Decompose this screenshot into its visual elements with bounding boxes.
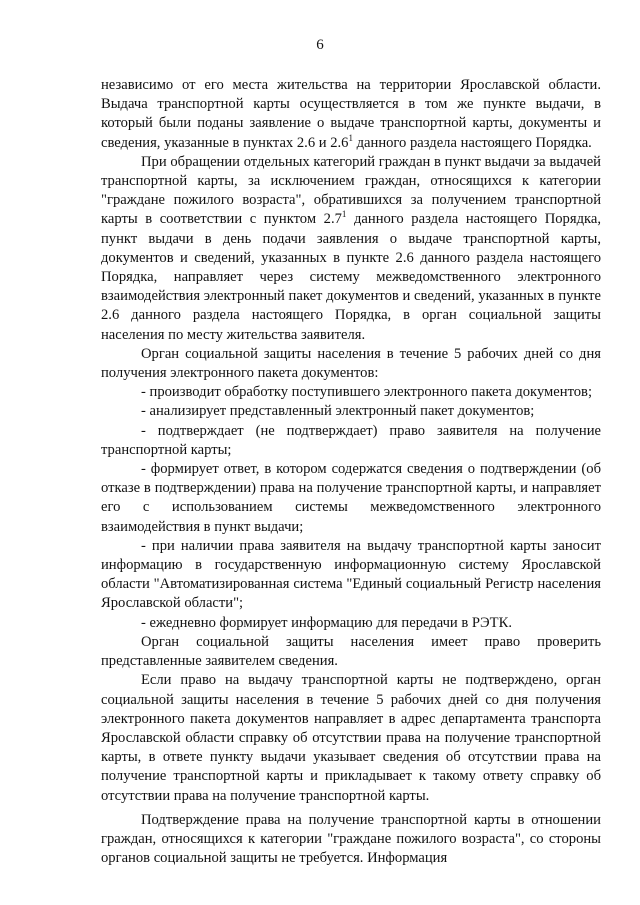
document-body: [101, 76, 601, 868]
paragraph-right-not-confirmed: Если право на выдачу транспортной карты не подтверждено, орган социальной защиты населения в течение 5 рабочих дней со дня получения электронного пакета документов направляет в адрес департамента транспорта Ярославской области справку об отсутствии права на получение транспортной карты, в ответе пункту выдачи указывает сведения об отсутствии права на получение транспортной карты и прикладывает к такому ответу справку об отсутствии права на получение транспортной карты.: [101, 672, 601, 804]
paragraph-tail: данного раздела настоящего Порядка, пункт выдачи в день подачи заявления о выдаче транспортной карты, документов и сведений, указанных в пункте 2.6 данного раздела настоящего Порядка, направляет через систему межведомственного электронного взаимодействия электронный пакет документов и сведений, указанных в пункте 2.6 данного раздела настоящего Порядка, в орган социальной защиты населения по месту жительства заявителя.: [101, 211, 601, 343]
paragraph-text: независимо от его места жительства на территории Ярославской области. Выдача транспортной карты осуществляется в том же пункте выдачи, в который были поданы заявление о выдаче транспортной карты, документы и сведения, указанные в пунктах 2.6 и 2.6: [101, 77, 601, 151]
paragraph-social-protection-duties: Орган социальной защиты населения в течение 5 рабочих дней со дня получения электронного пакета документов:: [101, 345, 601, 382]
paragraph-interagency-request: [101, 153, 601, 345]
list-item-analyze: - анализирует представленный электронный пакет документов;: [141, 403, 535, 420]
footnote-superscript: 1: [341, 209, 347, 220]
paragraph-issuance-place: [101, 76, 601, 153]
list-item-process: - производит обработку поступившего электронного пакета документов;: [141, 384, 592, 401]
list-item-daily-transfer: - ежедневно формирует информацию для передачи в РЭТК.: [141, 614, 512, 631]
list-item-register-entry: - при наличии права заявителя на выдачу транспортной карты заносит информацию в государственную информационную систему Ярославской области "Автоматизированная система "Единый социальный Регистр населения Ярославской области";: [101, 537, 601, 612]
paragraph-right-to-verify: Орган социальной защиты населения имеет право проверить представленные заявителем сведения.: [101, 633, 601, 670]
page-number: 6: [316, 37, 324, 53]
list-item-confirm: - подтверждает (не подтверждает) право заявителя на получение транспортной карты;: [101, 422, 601, 458]
paragraph-elderly-category: Подтверждение права на получение транспортной карты в отношении граждан, относящихся к категории "граждане пожилого возраста", со стороны органов социальной защиты не требуется. Информация: [101, 811, 601, 867]
paragraph-tail: данного раздела настоящего Порядка.: [352, 134, 592, 151]
paragraph-text: При обращении отдельных категорий граждан в пункт выдачи за выдачей транспортной карты, за исключением граждан, относящихся к категории "граждане пожилого возраста", обратившихся за получением транспортной карты в соответствии с пунктом 2.7: [101, 153, 601, 228]
list-item-form-response: - формирует ответ, в котором содержатся сведения о подтверждении (об отказе в подтверждении) права на получение транспортной карты, и направляет его с использованием системы межведомственного электронного взаимодействия в пункт выдачи;: [101, 461, 601, 535]
footnote-superscript: 1: [348, 132, 353, 143]
